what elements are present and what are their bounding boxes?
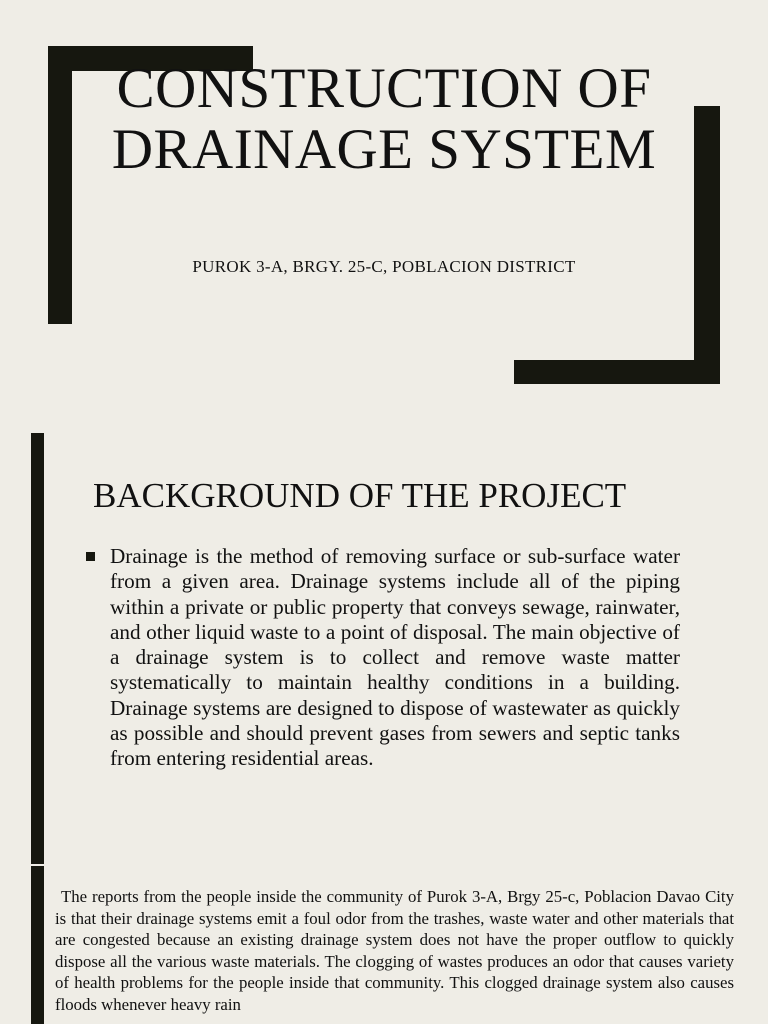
- list-item: [86, 544, 680, 772]
- left-accent-bar: [31, 866, 44, 1024]
- slide-subtitle: PUROK 3-A, BRGY. 25-C, POBLACION DISTRICT: [192, 257, 576, 276]
- bullet-list: [86, 544, 680, 772]
- slide-title: CONSTRUCTION OF DRAINAGE SYSTEM: [111, 57, 657, 181]
- left-accent-bar: [31, 433, 44, 864]
- section-heading: BACKGROUND OF THE PROJECT: [93, 476, 627, 515]
- square-bullet-icon: [86, 552, 95, 561]
- title-slide: [0, 0, 768, 410]
- bullet-text: Drainage is the method of removing surface or sub-surface water from a given area. Drainage systems include all of the piping within a private or public property that conveys sewage, rainwater, and other liquid waste to a point of disposal. The main objective of a drainage system is to collect and remove waste matter systematically to maintain healthy conditions in a building. Drainage systems are designed to dispose of wastewater as quickly as possible and should prevent gases from sewers and septic tanks from entering residential areas.: [110, 544, 680, 771]
- report-paragraph: The reports from the people inside the community of Purok 3-A, Brgy 25-c, Poblacion Davao City is that their drainage systems emit a foul odor from the trashes, waste water and other materials that are congested because an existing drainage system does not have the proper outflow to quickly dispose all the various waste materials. The clogging of wastes produces an odor that causes variety of health problems for the people inside that community. This clogged drainage system also causes floods whenever heavy rain: [55, 887, 734, 1014]
